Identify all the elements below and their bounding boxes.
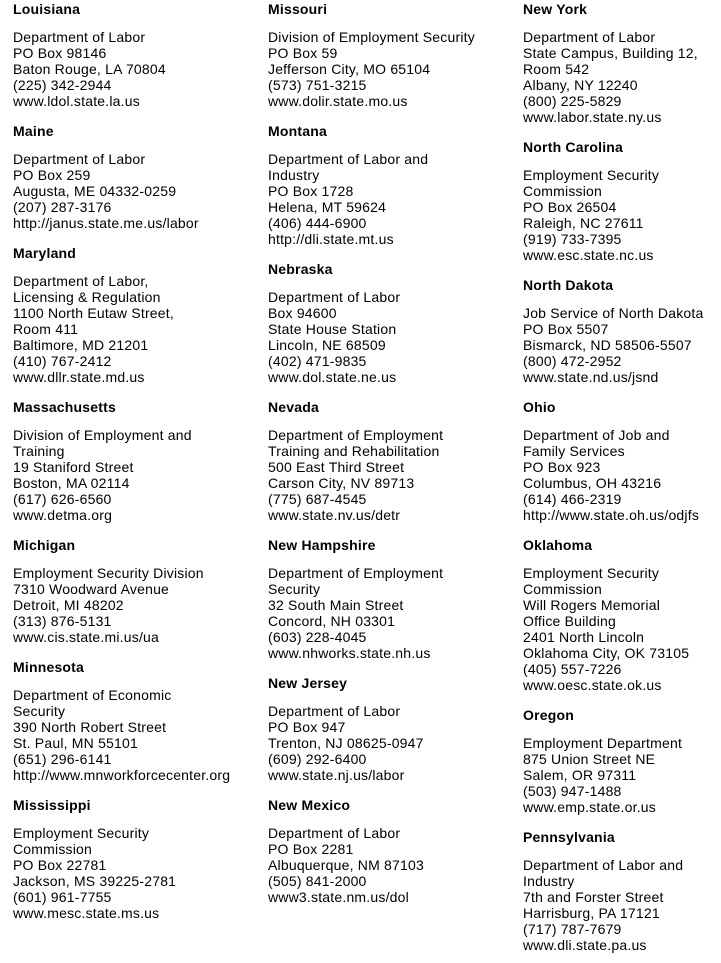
address-line: Department of Economic	[13, 687, 172, 703]
state-name: Montana	[268, 123, 327, 139]
address-line: PO Box 22781	[13, 857, 107, 873]
phone-number: (800) 225-5829	[523, 93, 622, 109]
address-line: Augusta, ME 04332-0259	[13, 183, 177, 199]
address-line: Job Service of North Dakota	[523, 305, 704, 321]
address-line: Albany, NY 12240	[523, 77, 638, 93]
phone-number: (651) 296-6141	[13, 751, 112, 767]
phone-number: (405) 557-7226	[523, 661, 622, 677]
address-line: PO Box 5507	[523, 321, 609, 337]
state-entry	[523, 139, 721, 263]
state-entry	[13, 537, 268, 645]
state-entry	[13, 797, 268, 921]
phone-number: (225) 342-2944	[13, 77, 112, 93]
address-line: Concord, NH 03301	[268, 613, 396, 629]
address-line: Department of Labor,	[13, 273, 149, 289]
address-line: PO Box 259	[13, 167, 91, 183]
address-line: Industry	[523, 873, 575, 889]
phone-number: (609) 292-6400	[268, 751, 367, 767]
state-entry	[268, 537, 523, 661]
address-line: PO Box 947	[268, 719, 346, 735]
address-line: Commission	[523, 581, 603, 597]
state-entry	[268, 399, 523, 523]
address-line: Room 542	[523, 61, 590, 77]
address-line: Harrisburg, PA 17121	[523, 905, 660, 921]
state-entry	[523, 829, 721, 953]
address-line: Bismarck, ND 58506-5507	[523, 337, 692, 353]
phone-number: (410) 767-2412	[13, 353, 112, 369]
state-name: Oklahoma	[523, 537, 593, 553]
state-name: Ohio	[523, 399, 556, 415]
state-name: New Mexico	[268, 797, 351, 813]
state-name: North Dakota	[523, 277, 614, 293]
address-line: PO Box 923	[523, 459, 601, 475]
address-line: Raleigh, NC 27611	[523, 215, 644, 231]
address-line: 7th and Forster Street	[523, 889, 664, 905]
website-url: www.esc.state.nc.us	[523, 247, 654, 263]
address-line: Division of Employment and	[13, 427, 192, 443]
phone-number: (573) 751-3215	[268, 77, 367, 93]
address-line: 32 South Main Street	[268, 597, 404, 613]
directory-column-left	[13, 1, 268, 963]
website-url: www.oesc.state.ok.us	[523, 677, 662, 693]
state-entry	[523, 1, 721, 125]
phone-number: (800) 472-2952	[523, 353, 622, 369]
address-line: Department of Job and	[523, 427, 670, 443]
address-line: Lincoln, NE 68509	[268, 337, 386, 353]
address-line: Department of Labor and	[523, 857, 684, 873]
state-name: Maryland	[13, 245, 77, 261]
state-entry	[268, 1, 523, 109]
state-entry	[13, 245, 268, 385]
address-line: Commission	[13, 841, 93, 857]
address-line: Commission	[523, 183, 603, 199]
state-name: Michigan	[13, 537, 76, 553]
address-line: Trenton, NJ 08625-0947	[268, 735, 424, 751]
state-name: Louisiana	[13, 1, 81, 17]
address-line: St. Paul, MN 55101	[13, 735, 138, 751]
website-url: www.detma.org	[13, 507, 113, 523]
address-line: PO Box 1728	[268, 183, 354, 199]
address-line: 1100 North Eutaw Street,	[13, 305, 174, 321]
state-name: Nebraska	[268, 261, 333, 277]
address-line: Security	[268, 581, 321, 597]
state-entry	[268, 675, 523, 783]
website-url: http://dli.state.mt.us	[268, 231, 394, 247]
address-line: Detroit, MI 48202	[13, 597, 124, 613]
state-entry	[268, 261, 523, 385]
address-line: Training and Rehabilitation	[268, 443, 440, 459]
address-line: Department of Labor	[13, 29, 146, 45]
address-line: Carson City, NV 89713	[268, 475, 415, 491]
phone-number: (617) 626-6560	[13, 491, 112, 507]
address-line: Family Services	[523, 443, 625, 459]
phone-number: (207) 287-3176	[13, 199, 112, 215]
address-line: 500 East Third Street	[268, 459, 405, 475]
website-url: www.state.nv.us/detr	[268, 507, 401, 523]
address-line: Department of Labor	[13, 151, 146, 167]
address-line: Box 94600	[268, 305, 337, 321]
website-url: www3.state.nm.us/dol	[268, 889, 409, 905]
state-name: Oregon	[523, 707, 574, 723]
address-line: Security	[13, 703, 66, 719]
state-entry	[523, 277, 721, 385]
phone-number: (614) 466-2319	[523, 491, 622, 507]
address-line: Employment Security	[13, 825, 150, 841]
state-name: Massachusetts	[13, 399, 116, 415]
address-line: State House Station	[268, 321, 397, 337]
website-url: www.ldol.state.la.us	[13, 93, 140, 109]
address-line: Helena, MT 59624	[268, 199, 387, 215]
address-line: Employment Security	[523, 167, 660, 183]
address-line: Department of Labor	[268, 703, 401, 719]
address-line: Industry	[268, 167, 320, 183]
state-name: Pennsylvania	[523, 829, 615, 845]
address-line: Department of Labor and	[268, 151, 429, 167]
website-url: www.state.nj.us/labor	[268, 767, 405, 783]
address-line: Jackson, MS 39225-2781	[13, 873, 177, 889]
state-name: Missouri	[268, 1, 328, 17]
website-url: www.nhworks.state.nh.us	[268, 645, 431, 661]
website-url: http://www.mnworkforcecenter.org	[13, 767, 231, 783]
state-name: Mississippi	[13, 797, 91, 813]
state-entry	[523, 399, 721, 523]
address-line: Employment Security	[523, 565, 660, 581]
state-entry	[13, 1, 268, 109]
address-line: Employment Department	[523, 735, 683, 751]
phone-number: (503) 947-1488	[523, 783, 622, 799]
phone-number: (717) 787-7679	[523, 921, 622, 937]
address-line: 19 Staniford Street	[13, 459, 134, 475]
website-url: www.emp.state.or.us	[523, 799, 656, 815]
state-entry	[523, 707, 721, 815]
address-line: Room 411	[13, 321, 79, 337]
address-line: Department of Employment	[268, 565, 444, 581]
phone-number: (402) 471-9835	[268, 353, 367, 369]
phone-number: (601) 961-7755	[13, 889, 112, 905]
address-line: PO Box 59	[268, 45, 338, 61]
address-line: 875 Union Street NE	[523, 751, 656, 767]
address-line: 390 North Robert Street	[13, 719, 167, 735]
address-line: Division of Employment Security	[268, 29, 475, 45]
address-line: Office Building	[523, 613, 617, 629]
state-entry	[523, 537, 721, 693]
directory-column-middle	[268, 1, 523, 963]
website-url: www.dolir.state.mo.us	[268, 93, 408, 109]
address-line: Jefferson City, MO 65104	[268, 61, 431, 77]
address-line: Albuquerque, NM 87103	[268, 857, 424, 873]
state-name: New Jersey	[268, 675, 348, 691]
website-url: www.dol.state.ne.us	[268, 369, 397, 385]
website-url: http://janus.state.me.us/labor	[13, 215, 199, 231]
address-line: Employment Security Division	[13, 565, 204, 581]
address-line: Licensing & Regulation	[13, 289, 161, 305]
state-entry	[268, 123, 523, 247]
address-line: Will Rogers Memorial	[523, 597, 661, 613]
website-url: www.labor.state.ny.us	[523, 109, 662, 125]
website-url: http://www.state.oh.us/odjfs	[523, 507, 700, 523]
address-line: 7310 Woodward Avenue	[13, 581, 170, 597]
address-line: Columbus, OH 43216	[523, 475, 662, 491]
state-entry	[13, 659, 268, 783]
state-entry	[13, 123, 268, 231]
address-line: Department of Labor	[268, 825, 401, 841]
address-line: 2401 North Lincoln	[523, 629, 645, 645]
address-line: Oklahoma City, OK 73105	[523, 645, 690, 661]
state-name: New Hampshire	[268, 537, 376, 553]
phone-number: (775) 687-4545	[268, 491, 367, 507]
state-name: Minnesota	[13, 659, 85, 675]
phone-number: (919) 733-7395	[523, 231, 622, 247]
website-url: www.cis.state.mi.us/ua	[13, 629, 159, 645]
website-url: www.state.nd.us/jsnd	[523, 369, 659, 385]
address-line: Baltimore, MD 21201	[13, 337, 149, 353]
phone-number: (603) 228-4045	[268, 629, 367, 645]
state-name: Nevada	[268, 399, 320, 415]
website-url: www.dli.state.pa.us	[523, 937, 647, 953]
address-line: Baton Rouge, LA 70804	[13, 61, 166, 77]
address-line: State Campus, Building 12,	[523, 45, 698, 61]
state-entry	[268, 797, 523, 905]
address-line: PO Box 98146	[13, 45, 107, 61]
address-line: Department of Employment	[268, 427, 444, 443]
address-line: Training	[13, 443, 65, 459]
directory-column-right	[523, 1, 721, 963]
address-line: Department of Labor	[268, 289, 401, 305]
address-line: PO Box 2281	[268, 841, 354, 857]
phone-number: (505) 841-2000	[268, 873, 367, 889]
address-line: Salem, OR 97311	[523, 767, 637, 783]
address-line: Department of Labor	[523, 29, 656, 45]
website-url: www.dllr.state.md.us	[13, 369, 145, 385]
phone-number: (406) 444-6900	[268, 215, 367, 231]
state-name: North Carolina	[523, 139, 624, 155]
state-name: Maine	[13, 123, 54, 139]
address-line: PO Box 26504	[523, 199, 617, 215]
state-name: New York	[523, 1, 588, 17]
state-entry	[13, 399, 268, 523]
address-line: Boston, MA 02114	[13, 475, 130, 491]
website-url: www.mesc.state.ms.us	[13, 905, 160, 921]
phone-number: (313) 876-5131	[13, 613, 112, 629]
